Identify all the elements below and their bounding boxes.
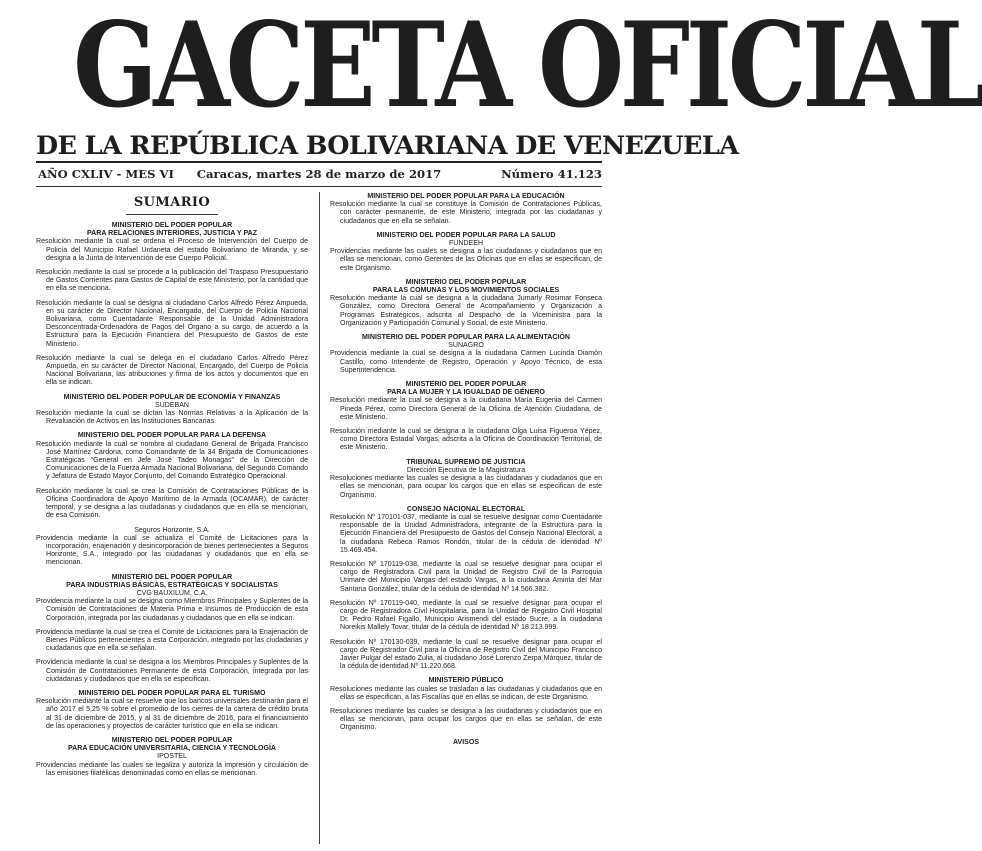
summary-entry: Resolución mediante la cual se dictan las Normas Relativas a la Aplicación de la Revaluación de Activos en las Instituciones Bancarias. — [36, 410, 308, 426]
section-heading: TRIBUNAL SUPREMO DE JUSTICIA — [406, 458, 526, 466]
section-heading: MINISTERIO DEL PODER POPULAR — [405, 278, 527, 286]
section-heading: MINISTERIO DEL PODER POPULAR PARA LA EDUCACIÓN — [367, 193, 565, 200]
section-subheading: FUNDEEH — [448, 240, 484, 248]
section-heading: PARA INDUSTRIAS BÁSICAS, ESTRATÉGICAS Y SOCIALISTAS — [66, 581, 278, 589]
summary-entry: Providencia mediante la cual se crea el Comité de Licitaciones para la Enajenación de Bienes Públicos pertenecientes a esta Corporación, integrado por las ciudadanas y ciudadanos que en ella se señalan. — [36, 628, 308, 653]
summary-entry: Resolución mediante la cual se designa al ciudadano Carlos Alfredo Pérez Ampueda, en su carácter de Director Nacional, Encargado, del Cuerpo de Policía Nacional Bolivariana, como Cuentadante Responsable de la Unidad Administradora Desconcentrada-Ordenadora de Pagos del Órgano a su cargo, de acuerdo a la Estructura para la Ejecución Financiera del Presupuesto de Gastos de este Ministerio. — [36, 299, 308, 348]
summary-right-column — [330, 193, 602, 747]
masthead-title: GACETA OFICIAL — [73, 0, 982, 134]
section-subheading: IPOSTEL — [157, 753, 187, 761]
sumario-underline — [126, 214, 218, 215]
issue-number: Número 41.123 — [501, 167, 602, 181]
section-heading: MINISTERIO DEL PODER POPULAR PARA LA ALIMENTACIÓN — [362, 334, 570, 342]
summary-entry: Resolución mediante la cual se designa a la ciudadana María Eugenia del Carmen Pineda Pérez, como Directora General de la Oficina de Atención Ciudadana, de este Ministerio. — [330, 397, 602, 421]
section-heading: MINISTERIO DEL PODER POPULAR — [111, 736, 233, 744]
section-heading: MINISTERIO PÚBLICO — [428, 677, 504, 685]
summary-entry: Resolución mediante la cual se resuelve que los bancos universales destinarán para el año 2017 el 5,25 % sobre el promedio de los cierres de la cartera de crédito bruta al 31 de diciembre de 2015, y al 31 de diciembre de 2016, para el financiamiento de las operaciones y proyectos de carácter turístico que en ella se indican. — [36, 698, 308, 730]
sumario-heading: SUMARIO — [133, 195, 211, 210]
summary-left-column — [36, 193, 308, 778]
summary-entry: Resoluciones mediante las cuales se designa a las ciudadanas y ciudadanos que en ellas se mencionan, para ocupar los cargos que en ellas se especifican de este Organismo. — [330, 475, 602, 499]
section-heading: MINISTERIO DEL PODER POPULAR — [111, 573, 233, 581]
column-divider — [319, 192, 320, 844]
summary-entry: Providencia mediante la cual se actualiza el Comité de Licitaciones para la incorporación, enajenación y desincorporación de bienes pertenecientes a Seguros Horizonte, S.A., integrado por las ciudadanas y ciudadanos que en ella se mencionan. — [36, 534, 308, 567]
section-heading: CONSEJO NACIONAL ELECTORAL — [406, 505, 526, 513]
section-heading: MINISTERIO DEL PODER POPULAR PARA EL TURISMO — [78, 689, 266, 697]
section-subheading: SUDEBAN — [154, 401, 190, 409]
masthead-rule-bottom — [36, 186, 602, 187]
issue-year: AÑO CXLIV - MES VI — [38, 167, 174, 181]
summary-entry: Providencias mediante las cuales se designa a las ciudadanas y ciudadanos que en ellas se mencionan, como Gerentes de las Oficinas que en ellas se especifican, de este Organismo. — [330, 248, 602, 272]
section-heading: MINISTERIO DEL PODER POPULAR PARA LA DEFENSA — [77, 432, 267, 440]
section-heading: AVISOS — [452, 738, 480, 746]
summary-entry: Resolución mediante la cual se crea la Comisión de Contrataciones Públicas de la Oficina Coordinadora de Apoyo Marítimo de la Armada (OCAMAR), de carácter temporal, y se designa a las ciudadanas y ciudadanos que en ella se mencionan, de esa Comisión. — [36, 487, 308, 520]
summary-entry: Resolución Nº 170119-040, mediante la cual se resuelve designar para ocupar el cargo de Registradora Civil Hospitalaria, para la Unidad de Registro Civil Hospital Dr. Pedro Rafael Figallo, Municipio Arismendi del estado Sucre, a la ciudadana Noreikis Mallely Tovar, titular de la cédula de identidad Nº 18.213.999. — [330, 599, 602, 632]
section-heading: MINISTERIO DEL PODER POPULAR — [111, 222, 233, 229]
masthead-rule-top — [36, 161, 602, 163]
summary-entry: Providencia mediante la cual se designa como Miembros Principales y Suplentes de la Comisión de Contrataciones de Materia Prima e Insumos de Producción de esta Corporación, integrada por las ciudadanas y ciudadanos que en ella se indican. — [36, 598, 308, 622]
summary-entry: Resolución mediante la cual se designa a la ciudadana Jumarly Rosimar Fonseca González, como Directora General de Acompañamiento y Organización a Programas Estratégicos, adscrita al Despacho de la Viceministra para la Organización y Participación Comunal y Social, de este Ministerio. — [330, 295, 602, 327]
issue-date: Caracas, martes 28 de marzo de 2017 — [196, 167, 442, 181]
summary-entry: Resolución mediante la cual se nombra al ciudadano General de Brigada Francisco José Martínez Cardona, como Comandante de la 34 Brigada de Comunicaciones Estratégicas "General en Jefe José Tadeo Monagas" de la Dirección de Comunicaciones de la Fuerza Armada Nacional Bolivariana, del Segundo Comando y Jefatura de Estado Mayor Conjunto, del Comando Estratégico Operacional. — [36, 440, 308, 481]
summary-entry: Resolución Nº 170101-037, mediante la cual se resuelve designar como Cuentadante responsable de la Unidad Administradora, integrante de la Estructura para la Ejecución Financiera del Presupuesto de Gastos del Consejo Nacional Electoral, a la ciudadana Rebeca Ramos Rondón, titular de la cédula de identidad Nº 15.469.454. — [330, 513, 602, 554]
masthead-subtitle: DE LA REPÚBLICA BOLIVARIANA DE VENEZUELA — [36, 131, 739, 161]
summary-entry: Resolución Nº 170130-039, mediante la cual se resuelve designar para ocupar el cargo de Registrador Civil para la Oficina de Registro Civil del Municipio Francisco Javier Pulgar del estado Zulia, al ciudadano José Lorenzo Zerpa Márquez, titular de la cédula de identidad Nº 11.220.668. — [330, 638, 602, 671]
summary-entry: Resolución mediante la cual se delega en el ciudadano Carlos Alfredo Pérez Ampueda, en su carácter de Director Nacional, Encargado, del Cuerpo de Policía Nacional Bolivariana, las atribuciones y firma de los actos y documentos que en ella se indican. — [36, 354, 308, 387]
section-heading: MINISTERIO DEL PODER POPULAR — [405, 381, 527, 389]
section-heading: PARA LAS COMUNAS Y LOS MOVIMIENTOS SOCIALES — [372, 287, 560, 295]
section-subheading: Seguros Horizonte, S.A. — [134, 526, 210, 534]
summary-entry: Providencia mediante la cual se designa a la ciudadana Carmen Lucinda Diamón Castillo, como Intendente de Registro, Operación y Apoyo Técnico, de esta Superintendencia. — [330, 350, 602, 374]
section-subheading: SUNAGRO — [448, 342, 484, 350]
summary-entry: Resolución mediante la cual se ordena el Proceso de Intervención del Cuerpo de Policía del Municipio Rafael Urdaneta del estado Bolivariano de Miranda, y se designa a la Junta de Intervención de ese Cuerpo Policial. — [36, 238, 308, 262]
summary-entry: Resolución mediante la cual se procede a la publicación del Traspaso Presupuestario de Gastos Corrientes para Gastos de Capital de este Ministerio, por la cantidad que en ella se menciona. — [36, 269, 308, 293]
section-subheading: CVG BAUXILUM, C.A. — [136, 589, 208, 597]
section-heading: MINISTERIO DEL PODER POPULAR PARA LA SALUD — [376, 231, 556, 239]
summary-entry: Resolución Nº 170119-038, mediante la cual se resuelve designar para ocupar el cargo de Registradora Civil para la Unidad de Registro Civil de la Parroquia Urimare del Municipio Vargas del estado Vargas, a la ciudadana Aminta del Mar Santana González, titular de la cédula de identidad Nº 14.566.382. — [330, 560, 602, 593]
summary-entry: Providencia mediante la cual se designa a los Miembros Principales y Suplentes de la Comisión de Contrataciones Permanente de esta Corporación, integrada por las ciudadanas y ciudadanos que en ella se especifican. — [36, 659, 308, 683]
summary-entry: Providencias mediante las cuales se legaliza y autoriza la impresión y circulación de las emisiones filatélicas denominadas como en ellas se mencionan. — [36, 761, 308, 777]
summary-entry: Resolución mediante la cual se designa a la ciudadana Olga Luisa Figueroa Yépez, como Directora Estadal Vargas, adscrita a la Oficina de Coordinación Territorial, de este Ministerio. — [330, 428, 602, 452]
summary-entry: Resolución mediante la cual se constituye la Comisión de Contrataciones Públicas, con carácter permanente, de este Ministerio, integrada por las ciudadanas y ciudadanos que en ella se señalan. — [330, 201, 602, 225]
section-heading: PARA LA MUJER Y LA IGUALDAD DE GÉNERO — [387, 389, 545, 397]
summary-entry: Resoluciones mediante las cuales se trasladan a las ciudadanas y ciudadanos que en ellas se especifican, a las Fiscalías que en ellas se indican, de este Organismo. — [330, 685, 602, 701]
section-heading: PARA EDUCACIÓN UNIVERSITARIA, CIENCIA Y TECNOLOGÍA — [67, 745, 277, 753]
summary-entry: Resoluciones mediante las cuales se designa a las ciudadanas y ciudadanos que en ellas se mencionan, para ocupar los cargos que en ellas se señalan, de este Organismo. — [330, 707, 602, 732]
section-heading: PARA RELACIONES INTERIORES, JUSTICIA Y PAZ — [86, 230, 258, 238]
section-subheading: Dirección Ejecutiva de la Magistratura — [406, 466, 526, 474]
section-heading: MINISTERIO DEL PODER POPULAR DE ECONOMÍA Y FINANZAS — [63, 393, 281, 401]
